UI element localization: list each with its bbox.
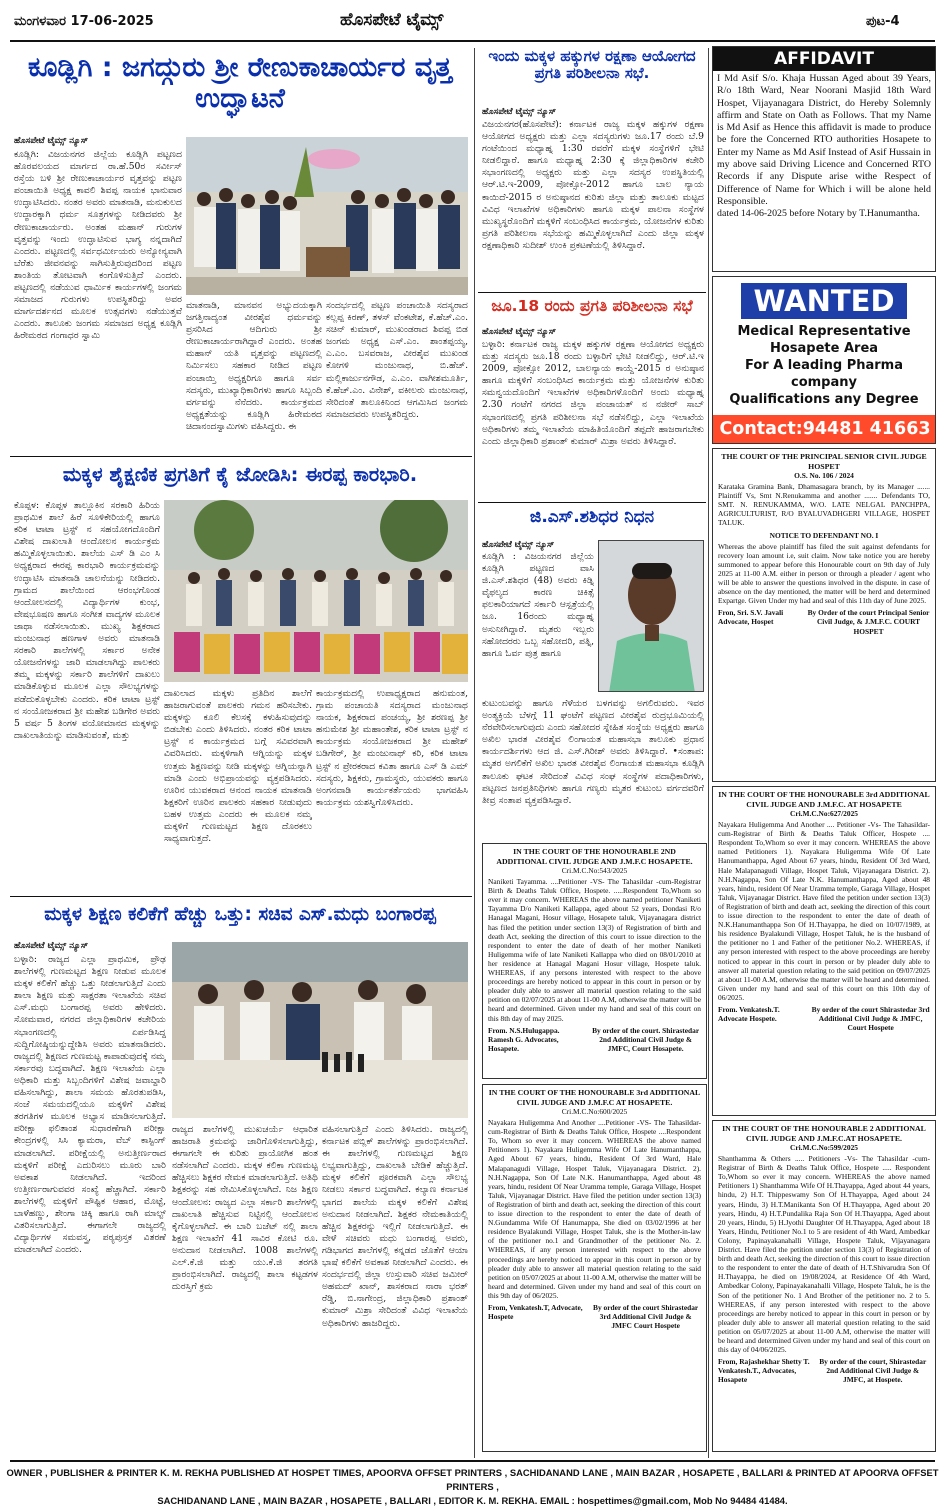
court-notice-627 (712, 786, 936, 1116)
notice-106-heading: NOTICE TO DEFENDANT NO. I (769, 530, 879, 540)
story3-col-b: ರಾಜ್ಯದ ಶಾಲೆಗಳಲ್ಲಿ ಮುಖಚರ್ಯೆ ಆಧಾರಿತ ಹಾಜರಾತಿ ಕ್ರಮವನ್ನು ಜಾರಿಗೊಳಿಸಲಾಗುತ್ತಿದ್ದು, ಈಗಾಗಲೇ ಈ ಕುರಿತು ಪ್ರಾಯೋಗಿಕ ಹಂತ ನಡೆಸಲಾಗಿದೆ ಎಂದರು. ಮಕ್ಕಳ ಕಲಿಕಾ ಗುಣಮಟ್ಟ ಹೆಚ್ಚಿಸಲು ಶಿಕ್ಷಕರ ನೇಮಕ ಮಾಡಲಾಗುತ್ತಿದೆ. ಅತಿಥಿ ಶಿಕ್ಷಕರನ್ನು ಸಹ ನೇಮಿಸಿಕೊಳ್ಳಲಾಗಿದೆ. ನಿಜ ಶಿಕ್ಷಣ ಆಂದೋಲನ: ರಾಜ್ಯದ ಎಲ್ಲಾ ಸರ್ಕಾರಿ ಶಾಲೆಗಳಲ್ಲಿ ದಾಖಲಾತಿ ಹೆಚ್ಚಿಸುವ ನಿಟ್ಟಿನಲ್ಲಿ ಆಂದೋಲನ ಕೈಗೊಳ್ಳಲಾಗಿದೆ. ಈ ಬಾರಿ ಬಜೆಟ್ ನಲ್ಲಿ ಶಾಲಾ ಶಿಕ್ಷಣ ಇಲಾಖೆಗೆ 41 ಸಾವಿರ ಕೋಟಿ ರೂ. ಅನುದಾನ ನೀಡಲಾಗಿದೆ. 1008 ಶಾಲೆಗಳಲ್ಲಿ ಎಲ್.ಕೆ.ಜಿ ಮತ್ತು ಯು.ಕೆ.ಜಿ ತರಗತಿ ಪ್ರಾರಂಭಿಸಲಾಗಿದೆ. ರಾಜ್ಯದಲ್ಲಿ ಶಾಲಾ ಕಟ್ಟಡಗಳ ದುರಸ್ತಿಗೆ ಕ್ರಮ (172, 1124, 318, 1293)
story3-col-c: ವಹಿಸಲಾಗುತ್ತಿದೆ ಎಂದು ತಿಳಿಸಿದರು. ರಾಜ್ಯದಲ್ಲಿ ಕರ್ನಾಟಕ ಪಬ್ಲಿಕ್ ಶಾಲೆಗಳನ್ನು ಪ್ರಾರಂಭಿಸಲಾಗಿದೆ. ಈ ಶಾಲೆಗಳಲ್ಲಿ ಗುಣಮಟ್ಟದ ಶಿಕ್ಷಣ ಲಭ್ಯವಾಗುತ್ತಿದ್ದು, ದಾಖಲಾತಿ ಬೇಡಿಕೆ ಹೆಚ್ಚುತ್ತಿದೆ. ಮಕ್ಕಳ ಕಲಿಕೆಗೆ ಪೂರಕವಾಗಿ ಎಲ್ಲಾ ಸೌಲಭ್ಯ ನೀಡಲು ಸರ್ಕಾರ ಬದ್ಧವಾಗಿದೆ. ಕಲ್ಯಾಣ ಕರ್ನಾಟಕ ಭಾಗದ ಶಾಲೆಯ ಮಕ್ಕಳ ಕಲಿಕೆಗೆ ವಿಶೇಷ ಅನುದಾನ ನೀಡಲಾಗಿದೆ. ಶಿಕ್ಷಕರ ನೇಮಕಾತಿಯಲ್ಲಿ ಹೆಚ್ಚಿನ ಶಿಕ್ಷಕರನ್ನು ಇಲ್ಲಿಗೆ ನೀಡಲಾಗುತ್ತಿದೆ. ಈ ವೇಳೆ ಸಚಿವರು ಮಧು ಬಂಗಾರಪ್ಪ ಅವರು, ಗಡಿಭಾಗದ ಶಾಲೆಗಳಲ್ಲಿ ಕನ್ನಡದ ಜೊತೆಗೆ ಆಯಾ ಭಾಷೆ ಕಲಿಕೆಗೆ ಅವಕಾಶ ನೀಡಲಾಗಿದೆ ಎಂದರು. ಈ ಸಂದರ್ಭದಲ್ಲಿ ಜಿಲ್ಲಾ ಉಸ್ತುವಾರಿ ಸಚಿವ ಜಮೀರ್ ಅಹಮದ್ ಖಾನ್, ಶಾಸಕರಾದ ನಾರಾ ಭರತ್ ರೆಡ್ಡಿ, ಬಿ.ನಾಗೇಂದ್ರ, ಜಿಲ್ಲಾಧಿಕಾರಿ ಪ್ರಶಾಂತ್ ಕುಮಾರ್ ಮಿಶ್ರಾ ಸೇರಿದಂತೆ ವಿವಿಧ ಇಲಾಖೆಯ ಅಧಿಕಾರಿಗಳು ಹಾಜರಿದ್ದರು. (322, 1124, 468, 1329)
notice-106-case: O.S. No. 106 / 2024 (794, 471, 854, 480)
wanted-contact: Contact:94481 41663 (713, 415, 936, 443)
story5-text: ಬಳ್ಳಾರಿ: ಕರ್ನಾಟಕ ರಾಜ್ಯ ಮಕ್ಕಳ ಹಕ್ಕುಗಳ ರಕ್ಷಣಾ ಆಯೋಗದ ಅಧ್ಯಕ್ಷರು ಮತ್ತು ಸದಸ್ಯರು ಜೂ.18 ರಂದು ಬಳ್ಳಾರಿಗೆ ಭೇಟಿ ನೀಡಲಿದ್ದು, ಆರ್.ಟಿ.ಇ 2009, ಪೋಕ್ಸೋ 2012, ಬಾಲನ್ಯಾಯ ಕಾಯ್ದೆ-2015 ರ ಅನುಷ್ಠಾನ ಹಾಗೂ ಮಕ್ಕಳಿಗೆ ಸಂಬಂಧಿಸಿದ ಕಾರ್ಯಕ್ರಮ ಮತ್ತು ಯೋಜನೆಗಳ ಕುರಿತು ಸಮನ್ವಯದೊಂದಿಗೆ ಇಲಾಖೆಗಳ ಅಧಿಕಾರಿಗಳೊಂದಿಗೆ ಅಂದು ಮಧ್ಯಾಹ್ನ 2.30 ಗಂಟೆಗೆ ನಗರದ ಜಿಲ್ಲಾ ಪಂಚಾಯತ್ ನ ನಜೀರ್ ಸಾಬ್ ಸಭಾಂಗಣದಲ್ಲಿ ಪ್ರಗತಿ ಪರಿಶೀಲನಾ ಸಭೆ ನಡೆಸಲಿದ್ದು, ಎಲ್ಲಾ ಇಲಾಖೆಯ ಅಧಿಕಾರಿಗಳು ತಮ್ಮ ಇಲಾಖೆಯ ಮಾಹಿತಿಯೊಂದಿಗೆ ತಪ್ಪದೇ ಹಾಜರಾಗಬೇಕು ಎಂದು ಜಿಲ್ಲಾಧಿಕಾರಿ ಪ್ರಶಾಂತ್ ಕುಮಾರ್ ಮಿಶ್ರಾ ಅವರು ತಿಳಿಸಿದ್ದಾರೆ. (482, 339, 704, 447)
story6-headline: ಜಿ.ಎಸ್.ಶಶಿಧರ ನಿಧನ (529, 508, 655, 527)
story4-headline: ಇಂದು ಮಕ್ಕಳ ಹಕ್ಕುಗಳ ರಕ್ಷಣಾ ಆಯೋಗದ ಪ್ರಗತಿ ಪರಿಶೀಲನಾ ಸಭೆ. (488, 48, 696, 83)
column-rule-left (474, 48, 475, 1458)
notice-543-case: Cri.M.C.No:543/2025 (561, 866, 628, 875)
story1-col-b: ಮಾತನಾಡಿ, ಮಾನವನ ಅಭ್ಯುದಯಕ್ಕಾಗಿ ಜಗತ್ತಿನಾದ್ಯಂತ ವೀರಶೈವ ಧರ್ಮವನ್ನು ಪ್ರಸರಿಸಿದ ಆದಿಗುರು ಶ್ರೀ ರೇಣುಕಾಚಾರ್ಯರಾಗಿದ್ದಾರೆ ಎಂದರು. ಅಂತಹ ಮಹಾನ್ ಯತಿ ವೃತ್ತವನ್ನು ಪಟ್ಟಣದಲ್ಲಿ ನಿರ್ಮಿಸಲು ಸಹಕಾರ ನೀಡಿದ ಪಟ್ಟಣ ಪಂಚಾಯ್ತಿ ಅಧ್ಯಕ್ಷರಿಗೂ ಹಾಗೂ ಸರ್ವ ಸದಸ್ಯರು, ಮುಖ್ಯಾಧಿಕಾರಿಗಳು ಹಾಗೂ ಸಿಬ್ಬಂದಿ ವರ್ಗವನ್ನು ನೆನೆದರು. ಕಾರ್ಯಕ್ರಮದ ಅಧ್ಯಕ್ಷತೆಯನ್ನು ಕೂಡ್ಲಿಗಿ ಹಿರೇಮಠದ ಚಿದಾನಂದಸ್ವಾಮಿಗಳು ವಹಿಸಿದ್ದರು. ಈ (186, 300, 322, 432)
notice-600-title: IN THE COURT OF THE HONOURABLE 3rd ADDITIONAL CIVIL JUDGE AND J.M.F.C AT HOSAPETE. (488, 1088, 701, 1107)
notice-599-case: Cri.M.C.No:599/2025 (790, 1143, 858, 1152)
story6-dateline: ಹೊಸಪೇಟೆ ಟೈಮ್ಸ್ ನ್ಯೂಸ್ (482, 539, 555, 549)
affidavit-text: I Md Asif S/o. Khaja Hussan Aged about 39 Years, R/o 18th Ward, Near Noorani Masjid 18th Ward Hospet, Vijayanagara District, do Hereby Solemnly affirm and State on Oath as Follows. That my Name is Md Asif as Hence this affidavit is made to produce be fore the Concerned RTO authorities Hosapete to Enter my Name as Md Asif Instead of Asif Hussain in my above said Driving Licence and Concerned RTO Records if any Dispute arise withe Respect of Difference of Name for Which i will be alone held Responsible. (717, 73, 931, 207)
story2-photo (164, 500, 468, 682)
notice-106-by-order: By Order of the court Principal Senior Civil Judge, & J.M.F.C. COURT HOSPET (807, 608, 930, 636)
notice-600-by-order: By order of the court Shirastedar 3rd Additional Civil Judge & JMFC Court Hospete (593, 1302, 699, 1331)
notice-599-body: Shanthamma & Others ..... Petitioners -Vs- The Tahasildar -cum-Registrar of Birth & Deaths Taluk Office, Hospete ..... Respondent To,Whom so ever it may concern. WHEREAS the above named Petitioners 1) Shanthamma Wife Of H.Thayappa, Aged about 44 years, hindu, 2) H.T. Thippeswamy Son Of H.Thayappa, Aged about 24 years, Hindu, 3) H.T.Manikanta Son Of H.Thayappa, Aged about 20 years, Hindu, 4) H.T.Pundalika Raja Son Of H.Thayappa, Aged about 20 years, Hindu, 5) H.Jyothi Daughter Of H.Thayappa, Aged about 18 Years, Hindu, Petitioner No.1 to 5 are resident of 4th Ward, Ambedkar Colony, Papinayakanahalli Village, Hospete Taluk, Vijayanagara District. Have filed the petition under section 13(3) of Registration of birth and death Act, seeking the direction of this court to issue direction to the respondent to enter the date of death of H.T.Shivarudra Son Of H.Thayappa, he died on 19/08/2024, at Residence Of 4th Ward, Ambedkar Colony, Papinayakanahalli Village, Hospete Taluk, he is the Son of the petitioner No. 1 And Brother of the petitioner no. 2 to 5. WHEREAS, if any person interested with respect to the above proceedings are hereby noticed to appear in this court in person or by pleader duly able to answer all material question relating to the said petition on 05/07/2025 at about 11-00 A.M, otherwise the matter will be heard and determined Given under my hand and seal of this court on this day of 04/06/2025. (718, 1154, 930, 1355)
masthead-rule (10, 40, 935, 42)
wanted-role: Medical Representative (737, 324, 911, 339)
court-notice-600 (482, 1084, 707, 1452)
wanted-qualification: Qualifications any Degree (729, 392, 919, 407)
notice-627-body: Nayakara Huligemma And Another .... Petitioner -Vs- The Tahasildar-cum-Registrar of Birth & Deaths Taluk Officer, Hospete .... Respondent To,Whom so ever it may concern. WHEREAS the above named Petitioners 1). Nayakara Huligemma Wife Of Late Hanumanthappa, Aged About 67 years, hindu, Resident Of 3rd Ward, Hale Malapanagudi Village, Hospet Taluk, Vijayanagara District. 2). N.H.Nagappa, Son Of Late N.K. Hanumanthappa, Aged about 48 years, hindu, resident Of Near Uramma temple, Garaga Village, Hospet Taluk, Vijayanagar District. Have filed the petition under section 13(3) of Registration of birth and death act, seeking the direction of this court to issue direction to the respondent to enter the date of death of N.K.Hanumanthappa Son Of H.Thayappa, he died on 10/07/1989, at his residence Byalakundi Village, Hospet Taluk, he is the husband of the petitioner no 1 and Father of the petitioner No.2. WHEREAS, if any person interested with respect to the above proceedings are hereby noticed to appear in this court in person or by pleader duly able to answer all material question relating to the said petition on 09/07/2025 at about 11-00 A.M, otherwise the matter will be heard and determined. Given under my hand and seal of this court on this 10th day of 06/2025. (718, 820, 930, 1002)
story2-headline: ಮಕ್ಕಳ ಶೈಕ್ಷಣಿಕ ಪ್ರಗತಿಗೆ ಕೈ ಜೋಡಿಸಿ: ಈರಪ್ಪ ಕಾರಭಾರಿ. (62, 464, 418, 486)
notice-106-from: Fron, Sri. S.V. Javali Advocate, Hospet (718, 608, 784, 627)
notice-627-title: IN THE COURT OF THE HONOURABLE 3rd ADDITIONAL CIVIL JUDGE AND J.M.F.C. AT HOSAPETE (718, 790, 930, 809)
wanted-title: WANTED (741, 283, 907, 319)
page-number: ಪುಟ-4 (866, 14, 900, 29)
notice-600-case: Cri.M.C.No:600/2025 (561, 1107, 628, 1116)
story4-dateline: ಹೊಸಪೇಟೆ ಟೈಮ್ಸ್ ನ್ಯೂಸ್ (482, 107, 557, 117)
ceremony-photo-icon (186, 137, 468, 295)
notice-600-from: From, Venkatesh.T, Advocate, Hospete (488, 1302, 583, 1322)
story4-text: ವಿಜಯನಗರ(ಹೊಸಪೇಟೆ): ಕರ್ನಾಟಕ ರಾಜ್ಯ ಮಕ್ಕಳ ಹಕ್ಕುಗಳ ರಕ್ಷಣಾ ಆಯೋಗದ ಅಧ್ಯಕ್ಷರು ಮತ್ತು ಎಲ್ಲಾ ಸದಸ್ಯರುಗಳು ಜೂ.17 ರಂದು ಬೆ.9 ಗಂಟೆಯಿಂದ ಮಧ್ಯಾಹ್ನ 1:30 ರವರೆಗೆ ಮಕ್ಕಳ ಸಂಸ್ಥೆಗಳಿಗೆ ಭೇಟಿ ನೀಡಲಿದ್ದಾರೆ. ಹಾಗೂ ಮಧ್ಯಾಹ್ನ 2:30 ಕ್ಕೆ ಜಿಲ್ಲಾಧಿಕಾರಿಗಳ ಕಚೇರಿ ಸಭಾಂಗಣದಲ್ಲಿ ಅಧ್ಯಕ್ಷರು ಮತ್ತು ಎಲ್ಲಾ ಸದಸ್ಯರ ಉಪಸ್ಥಿತಿಯಲ್ಲಿ ಆರ್.ಟಿ.ಇ-2009, ಪೋಕ್ಸೋ-2012 ಹಾಗೂ ಬಾಲ ನ್ಯಾಯ ಕಾಯಿದೆ-2015 ರ ಅನುಷ್ಠಾನದ ಕುರಿತು ಜಿಲ್ಲಾ ಮತ್ತು ತಾಲೂಕು ಮಟ್ಟದ ವಿವಿಧ ಇಲಾಖೆಗಳ ಅಧಿಕಾರಿಗಳು ಹಾಗೂ ಮಕ್ಕಳ ಪಾಲನಾ ಸಂಸ್ಥೆಗಳ ಮುಖ್ಯಸ್ಥರೊಂದಿಗೆ ಮಕ್ಕಳಿಗೆ ಸಂಬಂಧಿಸಿದ ಕಾರ್ಯಕ್ರಮ, ಯೋಜನೆಗಳ ಕುರಿತು ಪ್ರಗತಿ ಪರಿಶೀಲನಾ ಸಭೆಯನ್ನು ಹಮ್ಮಿಕೊಳ್ಳಲಾಗಿದೆ ಎಂದು ಜಿಲ್ಲಾ ಮಕ್ಕಳ ರಕ್ಷಣಾಧಿಕಾರಿ ಸುದೀಶ್ ಉಂಕಿ ಪ್ರಕಟಣೆಯಲ್ಲಿ ತಿಳಿಸಿದ್ದಾರೆ. (482, 119, 704, 251)
wanted-company: For A leading Pharma company (745, 358, 903, 390)
notice-599-title: IN THE COURT OF THE HONOURABLE 2 ADDITIONAL CIVIL JUDGE AND J.M.F.C.AT HOSAPETE. (722, 1124, 926, 1143)
story2-col-c: ಕಾರ್ಯಕ್ರಮದಲ್ಲಿ ಉಪಾಧ್ಯಕ್ಷರಾದ ಹನುಮಂತ, ಗ್ರಾಮ ಪಂಚಾಯತಿ ಸದಸ್ಯರಾದ ಮಂಜುನಾಥ ನಾಯಕ, ಶಿಕ್ಷಕರಾದ ಪಂಚಯ್ಯ, ಶ್ರೀ ಶರಣಪ್ಪ ಶ್ರೀ ಹನುಮೇಶ ಶ್ರೀ ಮಹಾಂತೇಶ, ಕರಿಕ ಟಾಟಾ ಟ್ರಸ್ಟ್ ನ ಕಾರ್ಯಕ್ರಮ ಸಂಯೋಜಕರಾದ ಶ್ರೀ ಮಹೇಶ್ ಬಡಿಗೇರ್, ಶ್ರೀ ಮಂಜುನಾಥ್ ಕರಿ, ಕರಿಕ ಟಾಟಾ ಟ್ರಸ್ಟ್ ನ ಪ್ರೇರಕರಾದ ಕವಿತಾ ಹಾಗೂ ಎಸ್ ಡಿ ಎಮ್ ಸದಸ್ಯರು, ಶಿಕ್ಷಕರು, ಗ್ರಾಮಸ್ಥರು, ಯುವಕರು ಹಾಗೂ ಅಂಗನವಾಡಿ ಕಾರ್ಯಕರ್ತೆಯರು ಭಾಗವಹಿಸಿ ಕಾರ್ಯಕ್ರಮ ಯಶಸ್ವಿಗೊಳಿಸಿದರು. (316, 688, 468, 808)
affidavit-title: AFFIDAVIT (713, 47, 935, 71)
notice-600-body: Nayakara Huligemma And Another ....Petitioner -VS- The Tahasildar-cum-Registrar of Birth & Deaths Taluk Office, Hospete ....Respondent To, Whom so ever it may concern. WHEREAS the above named Petitioners 1). Nayakara Huligemma Wife Of Late Hanumanthappa, Aged About 67 years, hindu, Resident Of 3rd Ward, Hale Malapanagudi Village, Hospet Taluk, Vijayanagara District. 2). N.H.Nagappa, Son Of Late N.K. Hanumanthappa, Aged about 48 years, hindu, resident Of Near Uramma temple, Garaga Village, Hospet Taluk, Vijayanagar District. Have filed the petition under section 13(3) of Registration of birth and death act, seeking the direction of this court to issue direction to the respondent to enter the date of death of N.Gundamma Wife Of Hanumappa, She died on 03/02/1996 at her residence Byalakundi Village, Hospet Taluk, she is the Mother-in-law of the petitioner no.1 and Grandmother of the petitioner No. 2. WHEREAS, if any person interested with respect to the above proceedings are hereby noticed to appear in this court in person or by pleader duly able to answer all material question relating to the said petition on 05/07/2025 at about 11-00 A.M, otherwise the matter will be heard and determined. Given under my hand and seal of this court on this 9th day of 06/2025. (488, 1118, 701, 1300)
story5-headline: ಜೂ.18 ರಂದು ಪ್ರಗತಿ ಪರಿಶೀಲನಾ ಸಭೆ (491, 298, 693, 315)
story6-text-a: ಕೂಡ್ಲಿಗಿ : ವಿಜಯನಗರ ಜಿಲ್ಲೆಯ ಕೂಡ್ಲಿಗಿ ಪಟ್ಟಣದ ವಾಸಿ ಜಿ.ಎಸ್.ಶಶಿಧರ (48) ಅವರು ಕಿಡ್ನಿ ವೈಫಲ್ಯದ ಕಾರಣ ಚಿಕಿತ್ಸೆ ಫಲಕಾರಿಯಾಗದೆ ಸರ್ಕಾರಿ ಆಸ್ಪತ್ರೆಯಲ್ಲಿ ಜೂ. 16ರಂದು ಮಧ್ಯಾಹ್ನ ಅಸುನೀಗಿದ್ದಾರೆ. ಮೃತರು ಇಬ್ಬರು ಸಹೋದರರು ಒಬ್ಬ ಸಹೋದರಿ, ಪತ್ನಿ, ಹಾಗೂ ಓರ್ವ ಪುತ್ರ ಹಾಗೂ (482, 551, 594, 659)
notice-627-by-order: By order of the court Shirastedar 3rd Additional Civil Judge & JMFC, Court Hospete (811, 1004, 930, 1033)
newspaper-title: ಹೊಸಪೇಟೆ ಟೈಮ್ಸ್ (340, 10, 444, 30)
notice-106-body: Whereas the above plaintiff has filed the suit against defendants for recovery loan amount i.e, suit claim. Now take notice you are hereby summoned to appear before this Honourable court on 9th day of July 2025 at 11-00 A.M. either in person or through a pleader / agent who will be able to answer the questions involved in the dispute. in case of absence on the day mentioned, the matter will be herd and determined Expartge. Given Under my had and seal of this 11th day of June 2025. (718, 541, 930, 606)
story4-rule (478, 292, 706, 293)
notice-543-title: IN THE COURT OF THE HONOURABLE 2ND ADDITIONAL CIVIL JUDGE AND J.M.F.C HOSAPETE. (496, 847, 693, 866)
story1-dateline: ಹೊಸಪೇಟೆ ಟೈಮ್ಸ್ ನ್ಯೂಸ್ (14, 136, 89, 146)
imprint-footer (0, 1462, 945, 1504)
wanted-area: Hosapete Area (769, 341, 879, 356)
notice-627-case: Cri.M.C.No:627/2025 (790, 809, 858, 818)
wanted-ad (712, 276, 936, 444)
notice-106-parties: Karataka Gramina Bank, Dhamasagara branch, by its Manager ....... Plaintiff Vs, Smt N.Renukamma and another ....... Defendants TO, SMT. N. RENUKAMMA, W/O. LATE NELGAL PANCHPPA, AGRICULTURIST, R/O BYALUVADHGERI VILLAGE, HOSPET TALUK. (718, 482, 930, 528)
obituary-portrait (598, 540, 704, 692)
school-procession-photo-icon (164, 500, 468, 682)
imprint-line-1: OWNER , PUBLISHER & PRINTER K. M. REKHA PUBLISHED AT HOSPET TIMES, APOORVA OFFSET PRINTERS , SACHIDANAND LANE , MAIN BAZAR , HOSAPETE , BALLARI & PRINTED AT APOORVA OFFSET PRINTERS , (6, 1467, 939, 1492)
story1-col-c: ಸಂದರ್ಭದಲ್ಲಿ ಪಟ್ಟಣ ಪಂಚಾಯಿತಿ ಸದಸ್ಯರಾದ ಕಲ್ಲಪ್ಪ ಕಿರಣ್, ತಳಸ್ ವೆಂಕಟೇಶ, ಕೆ.ಹೆಚ್.ಎಂ. ಸಚಿನ್ ಕುಮಾರ್, ಮುಖಂಡರಾದ ಶಿವಪ್ಪ ಬಿಡ ಜಂಗಮ ಅಧ್ಯಕ್ಷ ಎಸ್.ಎಂ. ಶಾಂತಪ್ಪಯ್ಯ, ಎ.ಎಂ. ಬಸವರಾಜ, ವೀರಶೈವ ಮುಖಂಡ ಕೋಗಳಿ ಮಂಜುನಾಥ, ಬಿ.ಹೆಚ್. ಮಲ್ಲಿಕಾರ್ಜುನಗೌಡ, ಎ.ಎಂ. ವಾಗೀಶಮೂರ್ತಿ, ಕೆ.ಹೆಚ್.ಎಂ. ವಿನೇಶ್, ವಕೀಲರು ಮಂಜುನಾಥ, ಸೇರಿದಂತೆ ತಾಲೂಕಿನಿಂದ ಆಗಮಿಸಿದ ಜಂಗಮ ಸಮಾಜದವರು ಉಪಸ್ಥಿತರಿದ್ದರು. (326, 300, 468, 420)
portrait-photo-icon (599, 541, 704, 692)
court-notice-os-106 (712, 448, 936, 782)
story3-photo (172, 942, 468, 1118)
story3-col-a: ಬಳ್ಳಾರಿ: ರಾಜ್ಯದ ಎಲ್ಲಾ ಪ್ರಾಥಮಿಕ, ಪ್ರೌಢ ಶಾಲೆಗಳಲ್ಲಿ ಗುಣಮಟ್ಟದ ಶಿಕ್ಷಣ ನೀಡುವ ಮೂಲಕ ಮಕ್ಕಳ ಕಲಿಕೆಗೆ ಹೆಚ್ಚು ಒತ್ತು ನೀಡಲಾಗುತ್ತಿದೆ ಎಂದು ಶಾಲಾ ಶಿಕ್ಷಣ ಮತ್ತು ಸಾಕ್ಷರತಾ ಇಲಾಖೆಯ ಸಚಿವ ಎಸ್.ಮಧು ಬಂಗಾರಪ್ಪ ಅವರು ಹೇಳಿದರು. ಸೋಮವಾರ, ನಗರದ ಜಿಲ್ಲಾಧಿಕಾರಿಗಳ ಕಚೇರಿಯ ಸಭಾಂಗಣದಲ್ಲಿ ಏರ್ಪಡಿಸಿದ್ದ ಸುದ್ದಿಗೋಷ್ಠಿಯನ್ನುದ್ದೇಶಿಸಿ ಅವರು ಮಾತನಾಡಿದರು. ರಾಜ್ಯದಲ್ಲಿ ಶಿಕ್ಷಣದ ಗುಣಮಟ್ಟ ಕಾಪಾಡುವುದಕ್ಕೆ ನಮ್ಮ ಸರ್ಕಾರವು ಬದ್ಧವಾಗಿದೆ. ಶಿಕ್ಷಣ ಇಲಾಖೆಯ ಎಲ್ಲಾ ಅಧಿಕಾರಿ ಮತ್ತು ಸಿಬ್ಬಂದಿಗಳಿಗೆ ವಿಶೇಷ ಜವಾಬ್ದಾರಿ ವಹಿಸಲಾಗಿದ್ದು, ಶಾಲಾ ಸಮಯ ಹೊರತುಪಡಿಸಿ, ಸಂಜೆ ಸಮಯದಲ್ಲಿಯೂ ಮಕ್ಕಳಿಗೆ ವಿಶೇಷ ತರಗತಿಗಳ ಮೂಲಕ ಅಭ್ಯಾಸ ಮಾಡಿಸಲಾಗುತ್ತಿದೆ. ಪರೀಕ್ಷಾ ಫಲಿತಾಂಶ ಸುಧಾರಣೆಗಾಗಿ ಪರೀಕ್ಷಾ ಕೇಂದ್ರಗಳಲ್ಲಿ ಸಿಸಿ ಕ್ಯಾಮರಾ, ವೆಬ್ ಕಾಸ್ಟಿಂಗ್ ಮಾಡಲಾಗಿದೆ. ಪರೀಕ್ಷೆಯಲ್ಲಿ ಅನುತ್ತೀರ್ಣರಾದ ಮಕ್ಕಳಿಗೆ ಪರೀಕ್ಷೆ ಎದುರಿಸಲು ಮೂರು ಬಾರಿ ಅವಕಾಶ ನೀಡಲಾಗಿದೆ. ಇದರಿಂದ ಉತ್ತೀರ್ಣರಾಗುವವರ ಸಂಖ್ಯೆ ಹೆಚ್ಚಾಗಿದೆ. ಸರ್ಕಾರಿ ಶಾಲೆಗಳಲ್ಲಿ ಮಕ್ಕಳಿಗೆ ಪೌಷ್ಟಿಕ ಆಹಾರ, ಮೊಟ್ಟೆ, ಬಾಳೆಹಣ್ಣು, ಶೇಂಗಾ ಚಿಕ್ಕಿ ಹಾಗೂ ರಾಗಿ ಮಾಲ್ಟ್ ವಿತರಿಸಲಾಗುತ್ತಿದೆ. ಈಗಾಗಲೇ ರಾಜ್ಯದಲ್ಲಿ ವಿದ್ಯಾರ್ಥಿಗಳ ಸಮವಸ್ತ್ರ, ಪಠ್ಯಪುಸ್ತಕ ವಿತರಣೆ ಮಾಡಲಾಗಿದೆ ಎಂದರು. (14, 954, 166, 1256)
story1-col-a: ಕೂಡ್ಲಿಗಿ: ವಿಜಯನಗರ ಜಿಲ್ಲೆಯ ಕೂಡ್ಲಿಗಿ ಪಟ್ಟಣದ ಹೊರವಲಯದ ಮಾರ್ಗದ ರಾ.ಹೆ.50ರ ಸರ್ವೀಸ್ ರಸ್ತೆಯ ಬಳಿ ಶ್ರೀ ರೇಣುಕಾಚಾರ್ಯರ ವೃತ್ತವನ್ನು ಪಟ್ಟಣ ಪಂಚಾಯಿತಿ ಅಧ್ಯಕ್ಷ ಕಾವಲಿ ಶಿವಪ್ಪ ನಾಯಕ ಭಾನುವಾರ ಉದ್ಘಾಟಿಸಿದರು. ನಂತರ ಅವರು ಮಾತನಾಡಿ, ಮನುಕುಲದ ಉದ್ಧಾರಕ್ಕಾಗಿ ಧರ್ಮ ಸೂತ್ರಗಳನ್ನು ನೀಡಿದವರು ಶ್ರೀ ರೇಣುಕಾಚಾರ್ಯರು. ಅಂತಹ ಮಹಾನ್ ಗುರುಗಳ ವೃತ್ತವನ್ನು ಇಂದು ಉದ್ಘಾಟಿಸುವ ಭಾಗ್ಯ ನನ್ನದಾಗಿದೆ ಎಂದರು. ಪಟ್ಟಣದಲ್ಲಿ ಸರ್ವಧರ್ಮೀಯರು ಅನ್ಯೋನ್ಯವಾಗಿ ಬೆರೆತು ಜೀವನವನ್ನು ಸಾಗಿಸುತ್ತಿರುವುದರಿಂದ ಪಟ್ಟಣ ಶಾಂತಿಯ ತೋಟವಾಗಿ ಕಂಗೊಳಿಸುತ್ತಿದೆ ಎಂದರು. ಪಟ್ಟಣದಲ್ಲಿ ನಡೆಯುವ ಧಾರ್ಮಿಕ ಕಾರ್ಯಗಳಲ್ಲಿ ಜಂಗಮ ಸಮಾಜದ ಗುರುಗಳು ಉಪಸ್ಥಿತರಿದ್ದು ಅವರ ಮಾರ್ಗದರ್ಶನದ ಮೂಲಕ ಉತ್ಸವಗಳು ನಡೆಯುತ್ತವೆ ಎಂದರು. ತಾಲೂಕು ಜಂಗಮ ಸಮಾಜದ ಅಧ್ಯಕ್ಷ ಕೂಡ್ಲಿಗಿ ಹಿರೇಮಠದ ಗಂಗಾಧರ ಸ್ವಾಮಿ (14, 149, 182, 342)
notice-627-from: From. Venkatesh.T. Advocate Hospete. (718, 1004, 780, 1024)
court-notice-599 (712, 1120, 936, 1452)
story1-rule (10, 456, 472, 457)
affidavit-dated: dated 14-06-2025 before Notary by T.Hanumantha. (717, 208, 920, 220)
story2-rule (10, 896, 472, 897)
story5-dateline: ಹೊಸಪೇಟೆ ಟೈಮ್ಸ್ ನ್ಯೂಸ್ (482, 327, 557, 337)
court-notice-543 (482, 843, 707, 1079)
notice-543-body: Naniketi Tayamma. ....Petitioner -VS- The Tahasildar -cum-Registrar Birth & Deaths Taluk Office, Hospete. .....Respondent To,Whom so ever it may concern. WHEREAS the above named petitioner Naniketi Tayamma D/o Naniketi Kallappa, aged about 52 years, Dondasi R/o Hanagal Magani, Hosur village, Hosapete taluk, Vijayanagara district has filed the petition under section 13(3) of Registration of birth and death Act, seeking the direction of this court to issue direction to the respondent to enter the date of death of her mother Naniketi Huligemma wife of late Naniketi Kallappa who died on 08/01/2010 at her residence at Hanagal Magani Hosur village, Hospete taluk. WHEREAS, if any persons interested with respect to the above proceedings are hereby noticed to appear in this court in person or by pleader duly able to answer all material question relating to the said petition on 02/07/2025 at about 11-00 A.M, otherwise the matter will be heard and determined. Given under my hand and seal of this court on this 8th day of may 2025. (488, 877, 701, 1023)
story6-text-b: ಕುಟುಂಬವನ್ನು ಹಾಗೂ ಗೆಳೆಯರ ಬಳಗವನ್ನು ಅಗಲಿರುವರು. ಇವರ ಅಂತ್ಯಕ್ರಿಯೆ ಬೆಳಗ್ಗೆ 11 ಘಂಟೆಗೆ ಪಟ್ಟಣದ ವೀರಶೈವ ರುದ್ರಭೂಮಿಯಲ್ಲಿ ನೆರವೇರಿಸಲಾಗುವುದು ಎಂದು ಸಹೋದರ ಸ್ನೇಹಿತ ಸಂಸ್ಥೆಯ ಅಧ್ಯಕ್ಷರು ಹಾಗೂ ಅಖಿಲ ಭಾರತ ವೀರಶೈವ ಲಿಂಗಾಯತ ಮಹಾಸಭಾ ತಾಲೂಕು ಪ್ರಧಾನ ಕಾರ್ಯದರ್ಶಿಗಳು ಆದ ಜಿ. ಎಸ್.ಗಿರೀಶ್ ಅವರು ತಿಳಿಸಿದ್ದಾರೆ. •ಸಂತಾಪ: ಮೃತರ ಅಗಲಿಕೆಗೆ ಅಖಿಲ ಭಾರತ ವೀರಶೈವ ಲಿಂಗಾಯತ ಮಹಾಸಭಾ ಕೂಡ್ಲಿಗಿ ತಾಲೂಕು ಘಟಕ ಸೇರಿದಂತೆ ವಿವಿಧ ಸಂಘ ಸಂಸ್ಥೆಗಳ ಪದಾಧಿಕಾರಿಗಳು, ಪಟ್ಟಣದ ಜನಪ್ರತಿನಿಧಿಗಳು ಹಾಗೂ ಗಣ್ಯರು ಮೃತರ ಕುಟುಂಬ ವರ್ಗದವರಿಗೆ ತೀವ್ರ ಸಂತಾಪ ವ್ಯಕ್ತಪಡಿಸಿದ್ದಾರೆ. (482, 698, 704, 806)
story2-col-a: ಕೊಪ್ಪಳ: ಕೊಪ್ಪಳ ತಾಲ್ಲೂಕಿನ ಸರಕಾರಿ ಹಿರಿಯ ಪ್ರಾಥಮಿಕ ಶಾಲೆ ಹಿರೆ ಸೂಳಿಕೇರಿಯಲ್ಲಿ ಹಾಗೂ ಕರಿಕ ಟಾಟಾ ಟ್ರಸ್ಟ್ ನ ಸಹಯೋಗದೊಂದಿಗೆ ವಿಶೇಷ ದಾಖಲಾತಿ ಆಂದೋಲನ ಕಾರ್ಯಕ್ರಮ ಹಮ್ಮಿಕೊಳ್ಳಲಾಯಿತು. ಶಾಲೆಯ ಎಸ್ ಡಿ ಎಂ ಸಿ ಅಧ್ಯಕ್ಷರಾದ ಈರಪ್ಪ ಕಾರಭಾರಿ ಕಾರ್ಯಕ್ರಮವನ್ನು ಉದ್ಘಾಟಿಸಿ ಮಾತನಾಡಿ ಚಾಲನೆಯನ್ನು ನೀಡಿದರು. ಗ್ರಾಮದ ಶಾಲೆಯಿಂದ ಆರಂಭಗೊಂಡ ಆಂದೋಲನದಲ್ಲಿ ವಿದ್ಯಾರ್ಥಿಗಳ ಕುಂಭ, ವೇಷಭೂಷಣ ಹಾಗೂ ಸಂಗೀತ ವಾದ್ಯಗಳ ಮೂಲಕ ಜಾಥಾ ನಡೆಸಲಾಯಿತು. ಮುಖ್ಯ ಶಿಕ್ಷಕರಾದ ಮಂಜುನಾಥ ಹಣಗಾಳ ಅವರು ಮಾತನಾಡಿ ಸರಕಾರಿ ಶಾಲೆಗಳಲ್ಲಿ ಸರ್ಕಾರ ಅನೇಕ ಯೋಜನೆಗಳನ್ನು ಜಾರಿ ಮಾಡಲಾಗಿದ್ದು ಪಾಲಕರು ತಮ್ಮ ಮಕ್ಕಳನ್ನು ಸರ್ಕಾರಿ ಶಾಲೆಗಳಿಗೆ ದಾಖಲು ಮಾಡಿಕೊಳ್ಳುವ ಮೂಲಕ ಎಲ್ಲಾ ಸೌಲಭ್ಯಗಳನ್ನು ಪಡೆದುಕೊಳ್ಳಬೇಕು ಎಂದರು. ಕರಿಕ ಟಾಟಾ ಟ್ರಸ್ಟ್ ನ ಸಂಯೋಜಕರಾದ ಶ್ರೀ ಮಹೇಶ ಬಡಿಗೇರ ಅವರು 5 ವರ್ಷ 5 ತಿಂಗಳ ವಯೋಮಾನದ ಮಕ್ಕಳನ್ನು ದಾಖಲಾತಿಯನ್ನು ಮಾಡಿಸುವಂತೆ, ಮತ್ತು (14, 500, 160, 741)
story3-headline: ಮಕ್ಕಳ ಶಿಕ್ಷಣ ಕಲಿಕೆಗೆ ಹೆಚ್ಚು ಒತ್ತು: ಸಚಿವ ಎಸ್.ಮಧು ಬಂಗಾರಪ್ಪ (44, 904, 436, 925)
press-meet-photo-icon (172, 942, 468, 1118)
story3-dateline: ಹೊಸಪೇಟೆ ಟೈಮ್ಸ್ ನ್ಯೂಸ್ (14, 941, 89, 951)
notice-543-from: From. N.S.Hulugappa. Ramesh G. Advocates, Hosapete. (488, 1025, 560, 1053)
story1-headline: ಕೂಡ್ಲಿಗಿ : ಜಗದ್ಗುರು ಶ್ರೀ ರೇಣುಕಾಚಾರ್ಯರ ವೃತ್ತ ಉದ್ಘಾಟನೆ (28, 52, 452, 115)
notice-106-title: THE COURT OF THE PRINCIPAL SENIOR CIVIL JUDGE HOSPET (721, 452, 927, 471)
imprint-line-2: SACHIDANAND LANE , MAIN BAZAR , HOSAPETE , BALLARI , EDITOR K. M. REKHA. EMAIL : hospettimes@gmail.com, Mob No 94484 41484. (157, 1495, 788, 1506)
notice-599-from: From, Rajashekhar Shetty T. Venkatesh.T., Advocates, Hosapete (718, 1357, 810, 1385)
story5-rule (478, 502, 706, 503)
issue-date: ಮಂಗಳವಾರ 17-06-2025 (14, 14, 154, 29)
notice-543-by-order: By order of the court. Shirastedar 2nd Additional Civil Judge & JMFC, Court Hosapete. (592, 1025, 700, 1053)
notice-599-by-order: By order of the court, Shirastedar 2nd Additional Civil Judge & JMFC, at Hospete. (819, 1357, 927, 1385)
masthead (0, 0, 945, 44)
column-rule-right (708, 48, 709, 1458)
story2-col-b: ದಾಖಲಾದ ಮಕ್ಕಳು ಪ್ರತಿದಿನ ಶಾಲೆಗೆ ಹಾಜರಾಗುವಂತೆ ಪಾಲಕರು ಗಮನ ಹರಿಸಬೇಕು. ಮಕ್ಕಳನ್ನು ಕೂಲಿ ಕೆಲಸಕ್ಕೆ ಕಳುಹಿಸುವುದನ್ನು ಬಿಡಬೇಕು ಎಂದು ತಿಳಿಸಿದರು. ನಂತರ ಕರಿಕ ಟಾಟಾ ಟ್ರಸ್ಟ್ ನ ಕಾರ್ಯಕ್ರಮದ ಬಗ್ಗೆ ಸವಿವರವಾಗಿ ವಿವರಿಸಿದರು. ಮಕ್ಕಳಿಗಾಗಿ ಆಗ್ನಿಯನ್ನು ಮಕ್ಕಳ ಉತ್ತಮ ಶಿಕ್ಷಣವನ್ನು ನೀಡಿ ಮಕ್ಕಳನ್ನು ಆಗ್ನಿಯನ್ನಾಗಿ ಮಾಡಿ ಎಂದು ಅಭಿಪ್ರಾಯವನ್ನು ವ್ಯಕ್ತಪಡಿಸಿದರು. ಊರಿನ ಯುವಕರಾದ ಆನಂದ ನಾಯಕ ಮಾತನಾಡಿ ಶಿಕ್ಷಕರಿಗೆ ಊರಿನ ಪಾಲಕರು ಸಹಕಾರ ನೀಡುವುದು ಬಹಳ ಉತ್ತಮ ಎಂದರು ಈ ಮೂಲಕ ನಮ್ಮ ಮಕ್ಕಳಿಗೆ ಗುಣಮಟ್ಟದ ಶಿಕ್ಷಣ ದೊರಕಲು ಸಾಧ್ಯವಾಗುತ್ತದೆ. (164, 688, 312, 845)
affidavit-box (712, 46, 936, 272)
story1-photo (186, 137, 468, 295)
